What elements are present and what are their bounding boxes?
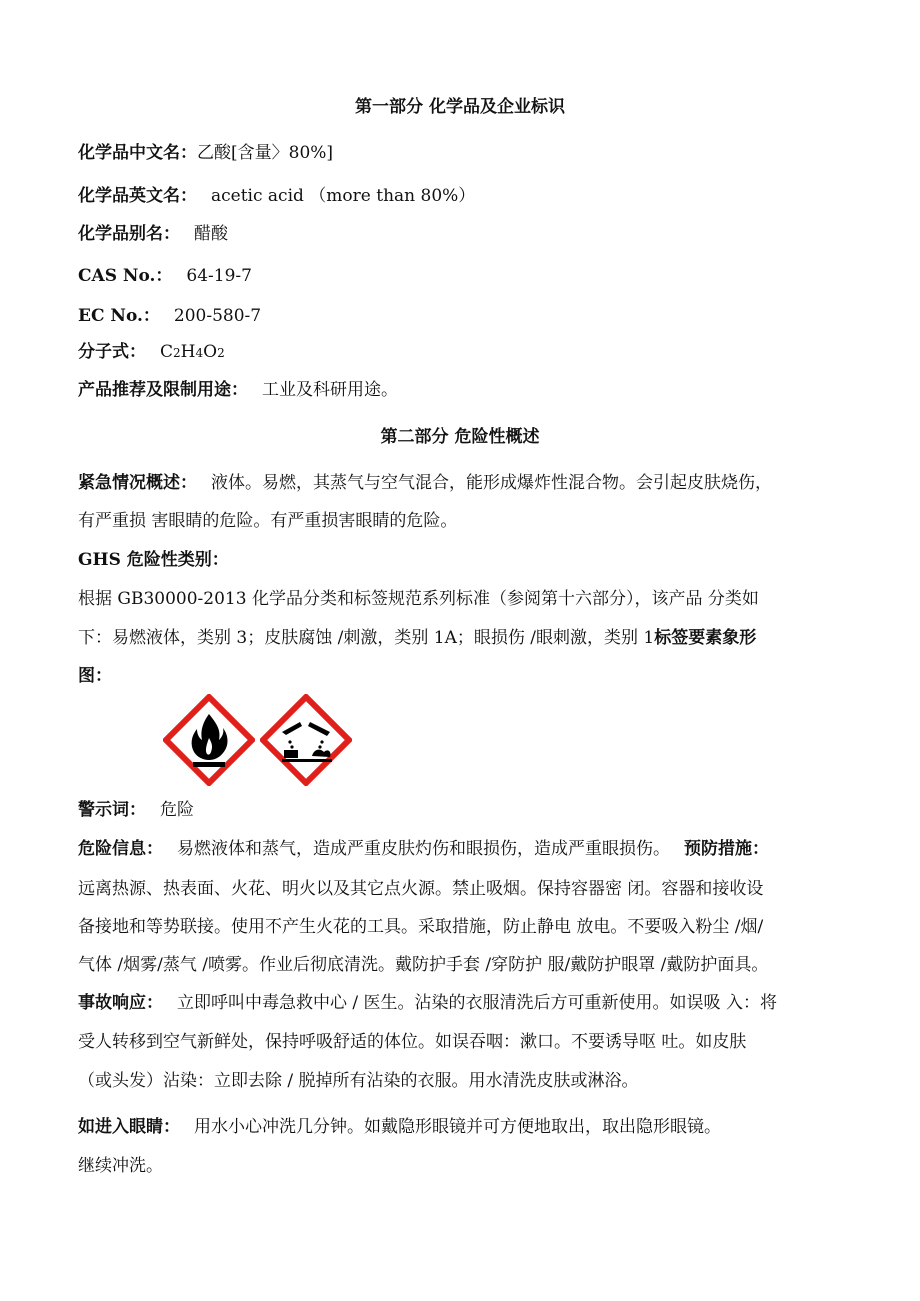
prevention-label: 预防措施： xyxy=(684,839,769,859)
ghs05-corrosion-icon xyxy=(260,694,352,786)
response-line-2: 受人转移到空气新鲜处，保持呼吸舒适的体位。如误吞咽：漱口。不要诱导呕 吐。如皮肤 xyxy=(78,1032,747,1052)
ec-label: EC No.： xyxy=(78,306,160,326)
ec-row xyxy=(78,305,261,327)
formula-o-count: 2 xyxy=(217,346,225,360)
label-elements-label-cont: 图： xyxy=(78,666,112,686)
cas-label: CAS No.： xyxy=(78,266,173,286)
formula-row xyxy=(78,341,225,364)
ghs02-flame-icon xyxy=(163,694,255,786)
cas-value: 64-19-7 xyxy=(186,266,252,286)
english-name-value: acetic acid （more than 80%） xyxy=(211,186,476,206)
response-line-1: 立即呼叫中毒急救中心 / 医生。沾染的衣服清洗后方可重新使用。如误吸 入：将 xyxy=(177,993,777,1013)
chinese-name-label: 化学品中文名： xyxy=(78,143,197,163)
use-row xyxy=(78,379,398,401)
ghs-line-2-text: 下：易燃液体，类别 3；皮肤腐蚀 /刺激，类别 1A；眼损伤 /眼刺激，类别 1 xyxy=(78,628,655,648)
alias-row xyxy=(78,223,228,245)
formula-c: C xyxy=(160,342,174,362)
prevention-line-3: 气体 /烟雾/蒸气 /喷雾。作业后彻底清洗。戴防护手套 /穿防护 服/戴防护眼罩 /戴防护面具。 xyxy=(78,955,769,975)
signal-word-row xyxy=(78,799,194,821)
hazard-value: 易燃液体和蒸气，造成严重皮肤灼伤和眼损伤，造成严重眼损伤。 xyxy=(177,839,670,859)
formula-c-count: 2 xyxy=(173,346,181,360)
use-value: 工业及科研用途。 xyxy=(262,380,398,400)
alias-value: 醋酸 xyxy=(194,224,228,244)
formula-h: H xyxy=(180,342,196,362)
chinese-name-row xyxy=(78,142,333,164)
section-2-heading: 第二部分 危险性概述 xyxy=(380,427,540,447)
emergency-label: 紧急情况概述： xyxy=(78,473,197,493)
eye-contact-label: 如进入眼睛： xyxy=(78,1117,180,1137)
emergency-row xyxy=(78,472,772,494)
response-line-3: （或头发）沾染：立即去除 / 脱掉所有沾染的衣服。用水清洗皮肤或淋浴。 xyxy=(78,1071,639,1091)
formula-label: 分子式： xyxy=(78,342,146,362)
hazard-row xyxy=(78,838,769,860)
signal-word-value: 危险 xyxy=(160,800,194,820)
formula-h-count: 4 xyxy=(195,346,204,360)
ec-value: 200-580-7 xyxy=(173,306,262,326)
english-name-row xyxy=(78,185,475,207)
formula-o: O xyxy=(203,342,218,362)
emergency-line-1: 液体。易燃，其蒸气与空气混合，能形成爆炸性混合物。会引起皮肤烧伤， xyxy=(211,473,772,493)
signal-word-label: 警示词： xyxy=(78,800,146,820)
hazard-label: 危险信息： xyxy=(78,839,163,859)
eye-contact-line-2: 继续冲洗。 xyxy=(78,1156,163,1176)
section-1-heading: 第一部分 化学品及企业标识 xyxy=(355,97,565,117)
eye-contact-row xyxy=(78,1116,721,1138)
formula-value xyxy=(160,342,225,362)
label-elements-label: 标签要素象形 xyxy=(654,628,757,648)
chinese-name-value: 乙酸[含量〉80%] xyxy=(197,143,334,163)
eye-contact-line-1: 用水小心冲洗几分钟。如戴隐形眼镜并可方便地取出，取出隐形眼镜。 xyxy=(194,1117,721,1137)
ghs-line-1: 根据 GB30000-2013 化学品分类和标签规范系列标准（参阅第十六部分），该产品 分类如 xyxy=(78,589,759,609)
use-label: 产品推荐及限制用途： xyxy=(78,380,248,400)
ghs-label: GHS 危险性类别： xyxy=(78,550,229,570)
response-row xyxy=(78,992,777,1014)
emergency-line-2: 有严重损 害眼睛的危险。有严重损害眼睛的危险。 xyxy=(78,511,458,531)
ghs-pictograms xyxy=(163,694,353,789)
prevention-line-1: 远离热源、热表面、火花、明火以及其它点火源。禁止吸烟。保持容器密 闭。容器和接收设 xyxy=(78,879,764,899)
response-label: 事故响应： xyxy=(78,993,163,1013)
alias-label: 化学品别名： xyxy=(78,224,180,244)
cas-row xyxy=(78,265,252,287)
english-name-label: 化学品英文名： xyxy=(78,186,197,206)
prevention-line-2: 备接地和等势联接。使用不产生火花的工具。采取措施，防止静电 放电。不要吸入粉尘 /烟/ xyxy=(78,917,764,937)
ghs-line-2 xyxy=(78,627,756,649)
